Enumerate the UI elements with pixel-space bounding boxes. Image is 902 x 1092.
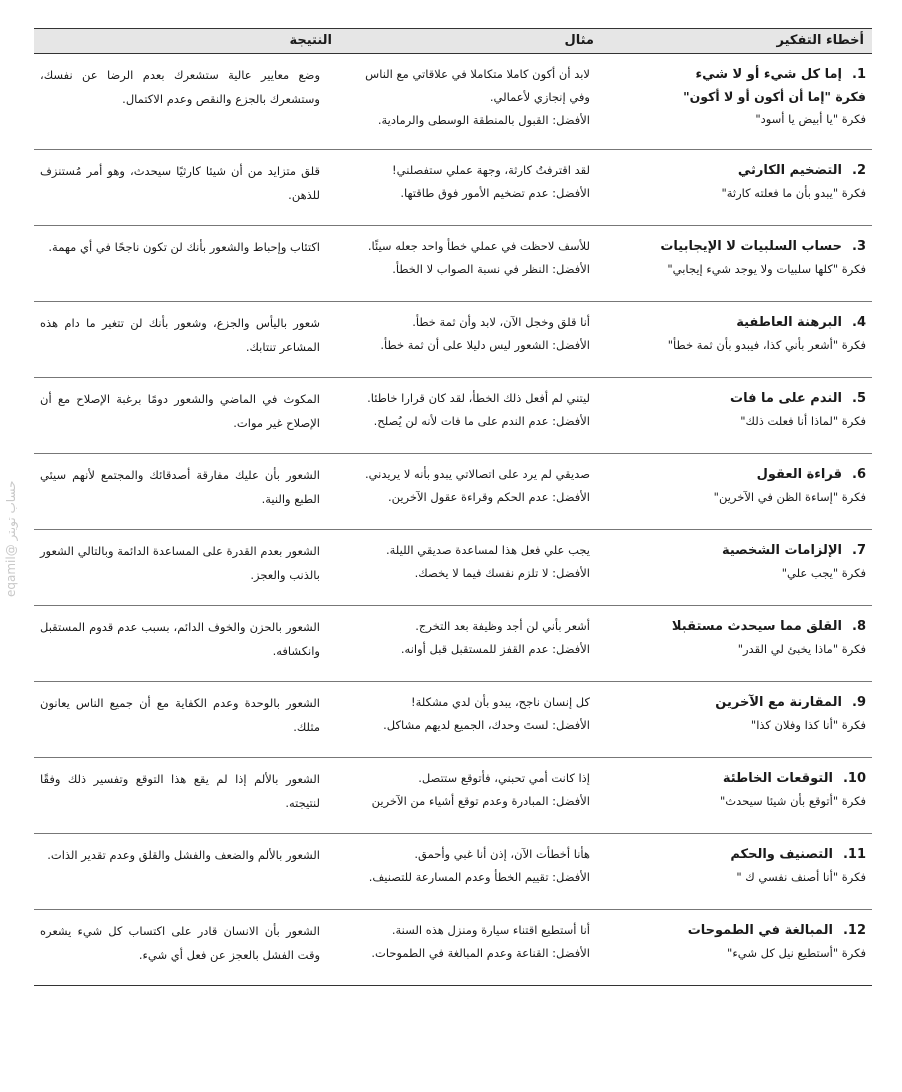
- error-thought: فكرة "أتوقع بأن شيئا سيحدث": [720, 794, 866, 808]
- error-cell: [602, 834, 872, 910]
- error-title: التصنيف والحكم: [730, 847, 833, 862]
- result-cell: [34, 378, 340, 454]
- error-cell: [602, 606, 872, 682]
- error-cell: [602, 910, 872, 986]
- error-title: إما كل شيء أو لا شيء: [695, 67, 842, 82]
- error-thought: فكرة "إساءة الظن في الآخرين": [713, 490, 866, 504]
- error-number: 10.: [842, 771, 866, 786]
- example-line: أشعر بأني لن أجد وظيفة بعد التخرج.: [415, 619, 590, 633]
- result-text: وضع معايير عالية ستشعرك بعدم الرضا عن نفسك، وستشعرك بالجزع والنقص وعدم الاكتمال.: [40, 68, 320, 106]
- example-line: إذا كانت أمي تحبني، فأتوقع ستتصل.: [418, 771, 590, 785]
- error-number: 3.: [852, 239, 866, 254]
- example-better: الأفضل: الشعور ليس دليلا على أن ثمة خطأ.: [380, 338, 590, 352]
- error-cell: [602, 682, 872, 758]
- example-better: الأفضل: عدم القفز للمستقبل قبل أوانه.: [400, 642, 590, 656]
- result-text: شعور باليأس والجزع، وشعور بأنك لن تتغير ما دام هذه المشاعر تنتابك.: [40, 316, 320, 354]
- table-row: [34, 54, 872, 150]
- example-line: صديقي لم يرد على اتصالاتي يبدو بأنه لا يريدني.: [364, 467, 590, 481]
- error-title: حساب السلبيات لا الإيجابيات: [660, 239, 842, 254]
- error-number: 12.: [842, 923, 866, 938]
- error-cell: [602, 454, 872, 530]
- error-thought: فكرة "يا أبيض يا أسود": [755, 112, 866, 126]
- example-cell: [340, 454, 602, 530]
- result-cell: [34, 302, 340, 378]
- error-thought: فكرة "أستطيع نيل كل شيء": [727, 946, 866, 960]
- example-better: الأفضل: عدم تضخيم الأمور فوق طاقتها.: [400, 186, 590, 200]
- error-title: الإلزامات الشخصية: [721, 543, 842, 558]
- table-row: [34, 302, 872, 378]
- table-row: [34, 378, 872, 454]
- error-number: 6.: [852, 467, 866, 482]
- error-number: 7.: [852, 543, 866, 558]
- result-cell: [34, 834, 340, 910]
- result-cell: [34, 682, 340, 758]
- example-line: ليتني لم أفعل ذلك الخطأ، لقد كان قرارا خاطئا.: [367, 391, 590, 405]
- example-cell: [340, 226, 602, 302]
- example-line: وفي إنجازي لأعمالي.: [489, 90, 590, 104]
- header-errors: أخطاء التفكير: [602, 29, 872, 54]
- header-example: مثال: [340, 29, 602, 54]
- example-better: الأفضل: القناعة وعدم المبالغة في الطموحات.: [371, 946, 590, 960]
- error-subtitle: فكرة "إما أن أكون أو لا أكون": [683, 89, 866, 104]
- result-text: قلق متزايد من أن شيئا كارثيًا سيحدث، وهو أمر مُستنزف للذهن.: [40, 164, 320, 202]
- error-cell: [602, 54, 872, 150]
- error-thought: فكرة "أشعر بأني كذا، فيبدو بأن ثمة خطأ": [667, 338, 866, 352]
- table-row: [34, 226, 872, 302]
- example-better: الأفضل: القبول بالمنطقة الوسطى والرمادية.: [377, 113, 590, 127]
- error-title: المقارنة مع الآخرين: [715, 695, 842, 710]
- table-row: [34, 834, 872, 910]
- result-cell: [34, 606, 340, 682]
- example-better: الأفضل: المبادرة وعدم توقع أشياء من الآخرين: [371, 794, 590, 808]
- example-cell: [340, 606, 602, 682]
- example-line: للأسف لاحظت في عملي خطأ واحد جعله سيئًا.: [367, 239, 590, 253]
- example-line: هأنا أخطأت الآن، إذن أنا غبي وأحمق.: [414, 847, 590, 861]
- table-row: [34, 150, 872, 226]
- header-result: النتيجة: [34, 29, 340, 54]
- error-cell: [602, 226, 872, 302]
- result-text: الشعور بالحزن والخوف الدائم، بسبب عدم قدوم المستقبل وانكشافه.: [40, 620, 320, 658]
- result-cell: [34, 910, 340, 986]
- example-cell: [340, 530, 602, 606]
- table-row: [34, 682, 872, 758]
- example-cell: [340, 302, 602, 378]
- error-thought: فكرة "يجب علي": [781, 566, 866, 580]
- error-title: الندم على ما فات: [730, 391, 842, 406]
- table-row: [34, 758, 872, 834]
- result-text: اكتئاب وإحباط والشعور بأنك لن تكون ناجحًا في أي مهمة.: [48, 240, 320, 254]
- error-number: 5.: [852, 391, 866, 406]
- error-cell: [602, 150, 872, 226]
- result-text: المكوث في الماضي والشعور دومًا برغبة الإصلاح مع أن الإصلاح غير موات.: [40, 392, 320, 430]
- result-text: الشعور بأن عليك مفارقة أصدقائك والمجتمع لأنهم سيئي الطبع والنية.: [40, 468, 320, 506]
- example-cell: [340, 378, 602, 454]
- table-row: [34, 910, 872, 986]
- result-cell: [34, 150, 340, 226]
- example-line: أنا قلق وخجل الآن، لابد وأن ثمة خطأ.: [412, 315, 590, 329]
- thinking-errors-document: [34, 28, 872, 986]
- example-line: أنا أستطيع اقتناء سيارة ومنزل هذه السنة.: [391, 923, 590, 937]
- example-cell: [340, 682, 602, 758]
- example-better: الأفضل: لستَ وحدك، الجميع لديهم مشاكل.: [383, 718, 590, 732]
- example-cell: [340, 54, 602, 150]
- error-cell: [602, 530, 872, 606]
- example-cell: [340, 758, 602, 834]
- error-thought: فكرة "أنا أصنف نفسي ك ": [736, 870, 866, 884]
- error-number: 9.: [852, 695, 866, 710]
- result-cell: [34, 530, 340, 606]
- example-line: كل إنسان ناجح، يبدو بأن لدي مشكلة!: [411, 695, 590, 709]
- error-number: 2.: [852, 163, 866, 178]
- example-cell: [340, 150, 602, 226]
- error-number: 4.: [852, 315, 866, 330]
- result-text: الشعور بالألم إذا لم يقع هذا التوقع وتفسير ذلك وفقًا لنتيجته.: [40, 772, 320, 810]
- result-cell: [34, 454, 340, 530]
- example-better: الأفضل: النظر في نسبة الصواب لا الخطأ.: [392, 262, 590, 276]
- result-cell: [34, 54, 340, 150]
- error-title: قراءة العقول: [756, 467, 842, 482]
- watermark-text: حساب تويتر @eqamil: [4, 480, 18, 597]
- error-thought: فكرة "كلها سلبيات ولا يوجد شيء إيجابي": [667, 262, 866, 276]
- example-better: الأفضل: لا تلزم نفسك فيما لا يخصك.: [414, 566, 590, 580]
- result-cell: [34, 758, 340, 834]
- error-cell: [602, 758, 872, 834]
- table-row: [34, 530, 872, 606]
- example-line: يجب علي فعل هذا لمساعدة صديقي الليلة.: [385, 543, 590, 557]
- error-thought: فكرة "لماذا أنا فعلت ذلك": [740, 414, 866, 428]
- error-cell: [602, 302, 872, 378]
- error-cell: [602, 378, 872, 454]
- error-thought: فكرة "يبدو بأن ما فعلته كارثة": [721, 186, 866, 200]
- example-line: لابد أن أكون كاملا متكاملا في علاقاتي مع الناس: [365, 67, 590, 81]
- example-cell: [340, 834, 602, 910]
- result-text: الشعور بالوحدة وعدم الكفاية مع أن جميع الناس يعانون مثلك.: [40, 696, 320, 734]
- table-row: [34, 454, 872, 530]
- error-thought: فكرة "أنا كذا وفلان كذا": [750, 718, 866, 732]
- example-better: الأفضل: عدم الندم على ما فات لأنه لن يُصلح.: [373, 414, 590, 428]
- example-better: الأفضل: عدم الحكم وقراءة عقول الآخرين.: [387, 490, 590, 504]
- thinking-errors-table: [34, 28, 872, 986]
- result-text: الشعور بأن الانسان قادر على اكتساب كل شيء يشعره وقت الفشل بالعجز عن فعل أي شيء.: [40, 924, 320, 962]
- result-text: الشعور بالألم والضعف والفشل والقلق وعدم تقدير الذات.: [47, 848, 320, 862]
- table-header-row: [34, 29, 872, 54]
- result-cell: [34, 226, 340, 302]
- error-title: التضخيم الكارثي: [737, 163, 842, 178]
- error-number: 1.: [852, 67, 866, 82]
- error-title: القلق مما سيحدث مستقبلا: [671, 619, 842, 634]
- error-thought: فكرة "ماذا يخبئ لي القدر": [737, 642, 866, 656]
- error-title: البرهنة العاطفية: [736, 315, 842, 330]
- table-row: [34, 606, 872, 682]
- error-number: 8.: [852, 619, 866, 634]
- error-number: 11.: [842, 847, 866, 862]
- result-text: الشعور بعدم القدرة على المساعدة الدائمة وبالتالي الشعور بالذنب والعجز.: [40, 544, 320, 582]
- example-line: لقد اقترفتُ كارثة، وجهة عملي ستفصلني!: [392, 163, 590, 177]
- error-title: المبالغة في الطموحات: [687, 923, 833, 938]
- error-title: التوقعات الخاطئة: [722, 771, 833, 786]
- example-better: الأفضل: تقييم الخطأ وعدم المسارعة للتصنيف.: [368, 870, 590, 884]
- example-cell: [340, 910, 602, 986]
